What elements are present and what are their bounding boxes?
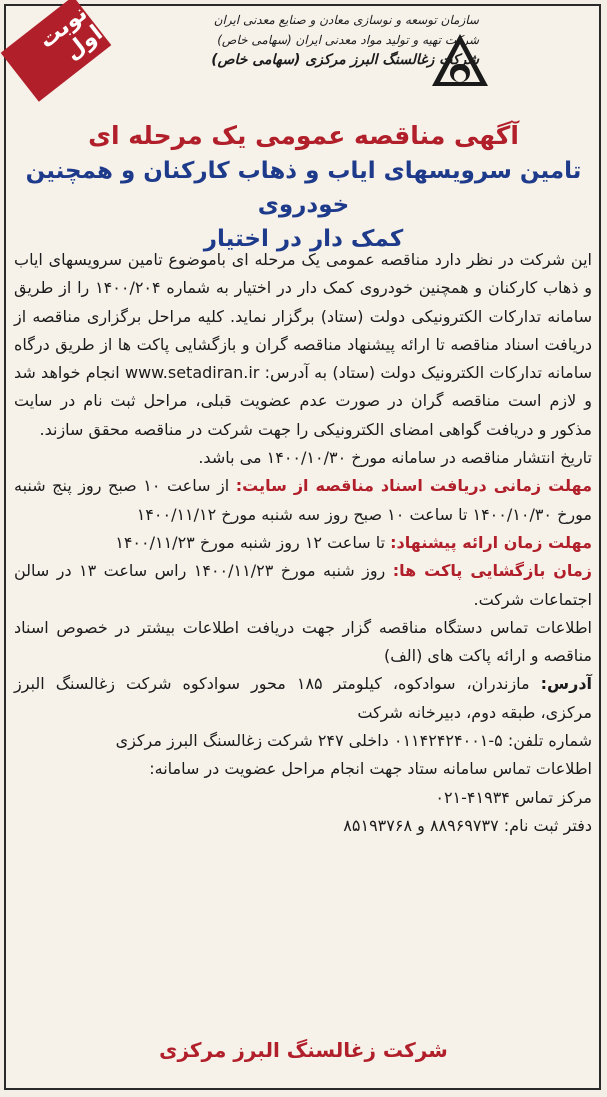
first-publication-badge: نوبت اول [1,0,112,102]
registry-office: دفتر ثبت نام: ۸۸۹۶۹۷۳۷ و ۸۵۱۹۳۷۶۸ [343,815,592,835]
tender-body [14,246,592,840]
address-label: آدرس: [540,674,593,694]
tender-title [10,118,597,256]
deadline-documents [14,472,592,529]
opening-time-label: زمان بازگشایی پاکت ها: [392,561,593,581]
org-line-2: شرکت تهیه و تولید مواد معدنی ایران (سهامی خاص) [217,33,479,47]
phone-number: شماره تلفن: ۵-۰۱۱۴۲۴۲۴۰۰۱ داخلی ۲۴۷ شرکت زغالسنگ البرز مرکزی [115,731,592,751]
setad-url: www.setadiran.ir [125,363,260,383]
intro-text: این شرکت در نظر دارد مناقصه عمومی یک مرحله ای باموضوع تامین سرویسهای ایاب و ذهاب کارکنان و همچنین خودروی کمک دار در اختیار به شماره ۱۴۰۰/۲۰۴ را از طریق سامانه تدارکات الکترونیکی دولت (ستاد) برگزار نماید. کلیه مراحل برگزاری مناقصه از دریافت اسناد مناقصه تا ارائه پیشنهاد مناقصه گران و بازگشایی پاکت ها از طریق درگاه سامانه تدارکات الکترونیک دولت (ستاد) به آدرس: [14,250,592,383]
deadline-documents-text: از ساعت ۱۰ صبح روز پنج شنبه مورخ ۱۴۰۰/۱۰/۳۰ تا ساعت ۱۰ صبح روز سه شنبه مورخ ۱۴۰۰/۱۱/۱۲ [14,476,592,524]
company-signature: شرکت زغالسنگ البرز مرکزی [159,1038,448,1062]
deadline-proposal-label: مهلت زمان ارائه پیشنهاد: [390,532,592,552]
deadline-documents-label: مهلت زمانی دریافت اسناد مناقصه از سایت: [235,476,593,496]
address-text: مازندران، سوادکوه، کیلومتر ۱۸۵ محور سوادکوه شرکت زغالسنگ البرز مرکزی، طبقه دوم، دبیرخانه شرکت [14,674,592,722]
title-line-2: تامین سرویسهای ایاب و ذهاب کارکنان و همچنین خودروی [25,158,582,218]
org-line-3: شرکت زغالسنگ البرز مرکزی (سهامی خاص) [211,52,479,68]
intro-paragraph [14,246,592,444]
deadline-proposal [14,529,592,557]
intro-text-2: انجام خواهد شد و لازم است مناقصه گران در صورت عدم عضویت قبلی، مراحل ثبت نام در سایت مذکور و دریافت گواهی امضای الکترونیکی را جهت شرکت در مناقصه محقق سازند. [14,363,592,439]
org-line-1: سازمان توسعه و نوسازی معادن و صنایع معدنی ایران [213,13,479,27]
setad-contact: اطلاعات تماس سامانه ستاد جهت انجام مراحل عضویت در سامانه: [149,759,592,779]
title-line-3: کمک دار در اختیار [203,226,404,252]
organization-header [179,10,479,70]
publish-date: تاریخ انتشار مناقصه در سامانه مورخ ۱۴۰۰/۱۰/۳۰ می باشد. [198,448,592,468]
title-line-1: آگهی مناقصه عمومی یک مرحله ای [88,121,519,150]
deadline-proposal-text: تا ساعت ۱۲ روز شنبه مورخ ۱۴۰۰/۱۱/۲۳ [115,532,386,552]
address [14,670,592,727]
call-center: مرکز تماس ۴۱۹۳۴-۰۲۱ [435,787,592,807]
opening-time [14,557,592,614]
opening-time-text: روز شنبه مورخ ۱۴۰۰/۱۱/۲۳ راس ساعت ۱۳ در سالن اجتماعات شرکت. [14,561,592,609]
contact-info: اطلاعات تماس دستگاه مناقصه گزار جهت دریافت اطلاعات بیشتر در خصوص اسناد مناقصه و ارائه پاکت های (الف) [14,617,592,666]
